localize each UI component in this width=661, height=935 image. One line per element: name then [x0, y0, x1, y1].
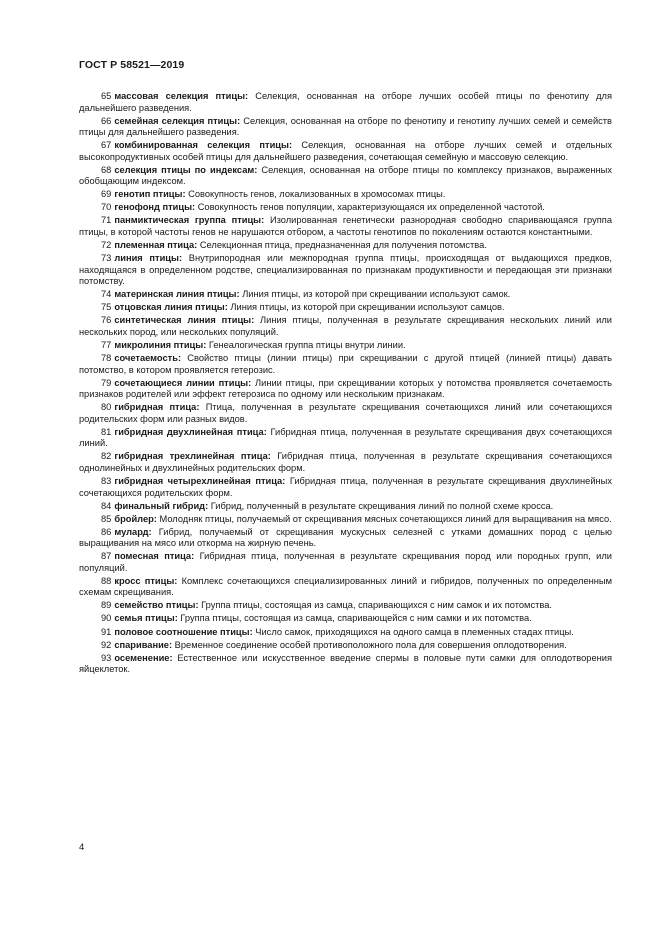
term-name: семейство птицы — [114, 600, 196, 611]
term-number: 66 — [101, 115, 112, 126]
term-name: генотип птицы — [114, 189, 183, 200]
term-number: 71 — [101, 215, 112, 226]
term-entry: 83 гибридная четырехлинейная птица: Гибридная птица, полученная в результате скрещивания двухлинейных сочетающихся родительских форм. — [79, 475, 612, 498]
term-definition: Число самок, приходящихся на одного самца в племенных стадах птицы. — [255, 626, 574, 637]
term-name: материнская линия птицы — [114, 289, 237, 300]
term-number: 76 — [101, 315, 112, 326]
term-number: 84 — [101, 500, 112, 511]
term-number: 87 — [101, 551, 112, 562]
term-number: 68 — [101, 164, 112, 175]
term-definition: Линия птицы, из которой при скрещивании используют самцов. — [230, 302, 505, 313]
term-definition: Комплекс сочетающихся специализированных линий и гибридов, полученных по определенным схемам скрещивания. — [79, 575, 612, 598]
page-number: 4 — [79, 842, 85, 853]
term-number: 90 — [101, 613, 112, 624]
term-entry: 86 мулард: Гибрид, получаемый от скрещивания мускусных селезней с утками домашних пород с целью выращивания на мясо или откорма на жирную печень. — [79, 526, 612, 549]
term-name: семья птицы — [114, 613, 175, 624]
term-definition: Гибрид, получаемый от скрещивания мускусных селезней с утками домашних пород с целью выращивания на мясо или откорма на жирную печень. — [79, 526, 612, 549]
term-entry: 91 половое соотношение птицы: Число самок, приходящихся на одного самца в племенных стадах птицы. — [101, 626, 574, 637]
term-entry: 89 семейство птицы: Группа птицы, состоящая из самца, спаривающихся с ним самок и их потомства. — [101, 600, 552, 611]
term-number: 67 — [101, 140, 112, 151]
term-name: финальный гибрид — [114, 500, 206, 511]
term-definition: Изолированная генетически разнородная свободно спаривающаяся группа птицы, в которой частоты генов не нарушаются отбором, а частоты генотипов по поколениям остаются константными. — [79, 215, 613, 238]
term-definition: Селекция, основанная на отборе лучших особей птицы по фенотипу для дальнейшего разведения. — [79, 91, 613, 113]
term-definition: Линия птицы, из которой при скрещивании используют самок. — [242, 289, 511, 300]
term-definition: Временное соединение особей противоположного пола для совершения оплодотворения. — [174, 639, 567, 650]
term-number: 78 — [101, 352, 112, 363]
term-name: помесная птица — [114, 551, 192, 562]
term-name: комбинированная селекция птицы — [114, 140, 289, 151]
term-definition: Совокупность генов, локализованных в хромосомах птицы. — [188, 189, 446, 200]
term-definition: Птица, полученная в результате скрещивания сочетающихся линий или сочетающихся родительских форм или разных видов. — [79, 402, 612, 424]
term-number: 85 — [101, 513, 112, 524]
term-entry: 65 массовая селекция птицы: Селекция, основанная на отборе лучших особей птицы по фенотипу для дальнейшего разведения. — [79, 91, 613, 113]
term-number: 65 — [101, 91, 112, 101]
term-name: синтетическая линия птицы — [114, 315, 252, 326]
term-number: 72 — [101, 240, 112, 251]
term-name: линия птицы — [114, 253, 179, 264]
term-definition: Гибрид, полученный в результате скрещивания линий по полной схеме кросса. — [210, 500, 554, 511]
term-entry: 67 комбинированная селекция птицы: Селекция, основанная на отборе лучших семей и отдельных высокопродуктивных особей птицы для дальнейшего разведения, сочетающая семейную и массовую селекцию. — [79, 140, 612, 162]
term-name: гибридная четырехлинейная птица — [114, 475, 283, 486]
term-name: гибридная птица — [114, 402, 197, 413]
term-number: 88 — [101, 575, 112, 586]
term-definition: Молодняк птицы, получаемый от скрещивания мясных сочетающихся линий для выращивания на мясо. — [159, 513, 612, 524]
term-name: микролиния птицы — [114, 339, 204, 350]
term-definition: Внутрипородная или межпородная группа птицы, происходящая от выдающихся предков, находящаяся в определенном родстве, специализированная по признакам продуктивности и передающая эти признаки потомству. — [79, 253, 612, 287]
term-name: отцовская линия птицы — [114, 302, 225, 313]
term-number: 89 — [101, 600, 112, 611]
term-name: кросс птицы — [114, 575, 175, 586]
term-number: 81 — [101, 426, 112, 437]
term-entry: 66 семейная селекция птицы: Селекция, основанная на отборе по фенотипу и генотипу лучших семей и семейств птицы для дальнейшего разведения. — [79, 115, 612, 138]
term-name: генофонд птицы — [114, 202, 193, 213]
term-name: половое соотношение птицы — [114, 626, 250, 637]
term-entry: 77 микролиния птицы: Генеалогическая группа птицы внутри линии. — [101, 339, 406, 350]
term-definition: Гибридная птица, полученная в результате скрещивания пород или породных групп, или популяций. — [79, 551, 612, 573]
term-entry: 71 панмиктическая группа птицы: Изолированная генетически разнородная свободно спаривающаяся группа птицы, в которой частоты генов не нарушаются отбором, а частоты генотипов по поколениям остаются константными. — [79, 215, 613, 238]
term-definition: Селекция, основанная на отборе по фенотипу и генотипу лучших семей и семейств птицы для дальнейшего разведения. — [79, 115, 612, 138]
term-entry: 93 осеменение: Естественное или искусственное введение спермы в половые пути самки для оплодотворения яйцеклеток. — [79, 652, 612, 675]
term-entry: 84 финальный гибрид: Гибрид, полученный в результате скрещивания линий по полной схеме кросса. — [101, 500, 554, 511]
term-name: спаривание — [114, 639, 169, 650]
terms-list — [79, 91, 612, 677]
term-name: панмиктическая группа птицы — [114, 215, 262, 226]
term-definition: Линия птицы, полученная в результате скрещивания нескольких линий или нескольких пород, или нескольких популяций. — [79, 315, 612, 337]
term-definition: Селекционная птица, предназначенная для получения потомства. — [199, 240, 487, 251]
term-name: сочетающиеся линии птицы — [114, 377, 249, 388]
term-number: 86 — [101, 526, 112, 537]
term-number: 79 — [101, 377, 112, 388]
term-number: 73 — [101, 253, 112, 264]
term-definition: Селекция, основанная на отборе птицы по комплексу признаков, выраженных обобщающим индексом. — [79, 164, 612, 187]
term-definition: Гибридная птица, полученная в результате скрещивания двух сочетающихся линий. — [79, 426, 613, 449]
document-header: ГОСТ Р 58521—2019 — [79, 59, 185, 71]
term-number: 77 — [101, 339, 112, 350]
term-entry: 70 генофонд птицы: Совокупность генов популяции, характеризующаяся их определенной частотой. — [101, 202, 545, 213]
term-entry: 72 племенная птица: Селекционная птица, предназначенная для получения потомства. — [101, 240, 487, 251]
term-name: осеменение — [114, 652, 170, 663]
term-definition: Естественное или искусственное введение спермы в половые пути самки для оплодотворения яйцеклеток. — [79, 652, 612, 675]
term-entry: 80 гибридная птица: Птица, полученная в результате скрещивания сочетающихся линий или сочетающихся родительских форм или разных видов. — [79, 402, 612, 424]
term-definition: Гибридная птица, полученная в результате скрещивания сочетающихся однолинейных и двухлинейных родительских форм. — [79, 451, 612, 473]
term-entry: 85 бройлер: Молодняк птицы, получаемый от скрещивания мясных сочетающихся линий для выращивания на мясо. — [101, 513, 612, 524]
term-entry: 79 сочетающиеся линии птицы: Линии птицы, при скрещивании которых у потомства проявляется сочетаемость признаков родителей или эффект гетерозиса по одному или нескольким признакам. — [79, 377, 612, 400]
term-definition: Свойство птицы (линии птицы) при скрещивании с другой птицей (линией птицы) давать потомство, в котором проявляется гетерозис. — [79, 352, 612, 375]
term-entry: 81 гибридная двухлинейная птица: Гибридная птица, полученная в результате скрещивания двух сочетающихся линий. — [79, 426, 613, 449]
term-name: гибридная трехлинейная птица — [114, 451, 268, 462]
term-number: 69 — [101, 189, 112, 200]
term-entry: 90 семья птицы: Группа птицы, состоящая из самца, спаривающейся с ним самки и их потомства. — [101, 613, 532, 624]
term-entry: 88 кросс птицы: Комплекс сочетающихся специализированных линий и гибридов, полученных по определенным схемам скрещивания. — [79, 575, 612, 598]
term-number: 83 — [101, 475, 112, 486]
term-entry: 82 гибридная трехлинейная птица: Гибридная птица, полученная в результате скрещивания сочетающихся однолинейных и двухлинейных родительских форм. — [79, 451, 612, 473]
term-number: 74 — [101, 289, 112, 300]
term-number: 93 — [101, 652, 112, 663]
term-definition: Группа птицы, состоящая из самца, спаривающихся с ним самок и их потомства. — [201, 600, 552, 611]
term-entry: 87 помесная птица: Гибридная птица, полученная в результате скрещивания пород или породных групп, или популяций. — [79, 551, 612, 573]
term-entry: 78 сочетаемость: Свойство птицы (линии птицы) при скрещивании с другой птицей (линией птицы) давать потомство, в котором проявляется гетерозис. — [79, 352, 612, 375]
term-entry: 76 синтетическая линия птицы: Линия птицы, полученная в результате скрещивания нескольких линий или нескольких пород, или нескольких популяций. — [79, 315, 612, 337]
term-definition: Селекция, основанная на отборе лучших семей и отдельных высокопродуктивных особей птицы для дальнейшего разведения, сочетающая семейную и массовую селекцию. — [79, 140, 612, 162]
term-name: семейная селекция птицы — [114, 115, 238, 126]
term-name: мулард — [114, 526, 149, 537]
term-name: племенная птица — [114, 240, 195, 251]
term-number: 70 — [101, 202, 112, 213]
term-entry: 75 отцовская линия птицы: Линия птицы, из которой при скрещивании используют самцов. — [101, 302, 505, 313]
term-name: сочетаемость — [114, 352, 178, 363]
term-entry: 74 материнская линия птицы: Линия птицы, из которой при скрещивании используют самок. — [101, 289, 511, 300]
term-definition: Генеалогическая группа птицы внутри линии. — [208, 339, 406, 350]
term-name: селекция птицы по индексам — [114, 164, 255, 175]
term-definition: Гибридная птица, полученная в результате скрещивания двухлинейных сочетающихся родительских форм. — [79, 475, 612, 498]
term-definition: Группа птицы, состоящая из самца, спаривающейся с ним самки и их потомства. — [180, 613, 532, 624]
term-number: 75 — [101, 302, 112, 313]
term-name: бройлер — [114, 513, 154, 524]
term-number: 82 — [101, 451, 112, 462]
term-number: 92 — [101, 639, 112, 650]
term-number: 91 — [101, 626, 112, 637]
term-entry: 92 спаривание: Временное соединение особей противоположного пола для совершения оплодотворения. — [101, 639, 567, 650]
term-entry: 68 селекция птицы по индексам: Селекция, основанная на отборе птицы по комплексу признаков, выраженных обобщающим индексом. — [79, 164, 612, 187]
term-entry: 73 линия птицы: Внутрипородная или межпородная группа птицы, происходящая от выдающихся предков, находящаяся в определенном родстве, специализированная по признакам продуктивности и передающая эти признаки потомству. — [79, 253, 612, 287]
term-name: гибридная двухлинейная птица — [114, 426, 264, 437]
term-definition: Линии птицы, при скрещивании которых у потомства проявляется сочетаемость признаков родителей или эффект гетерозиса по одному или нескольким признакам. — [79, 377, 612, 400]
term-number: 80 — [101, 402, 112, 413]
term-name: массовая селекция птицы — [114, 91, 246, 101]
term-definition: Совокупность генов популяции, характеризующаяся их определенной частотой. — [197, 202, 545, 213]
term-entry: 69 генотип птицы: Совокупность генов, локализованных в хромосомах птицы. — [101, 189, 446, 200]
